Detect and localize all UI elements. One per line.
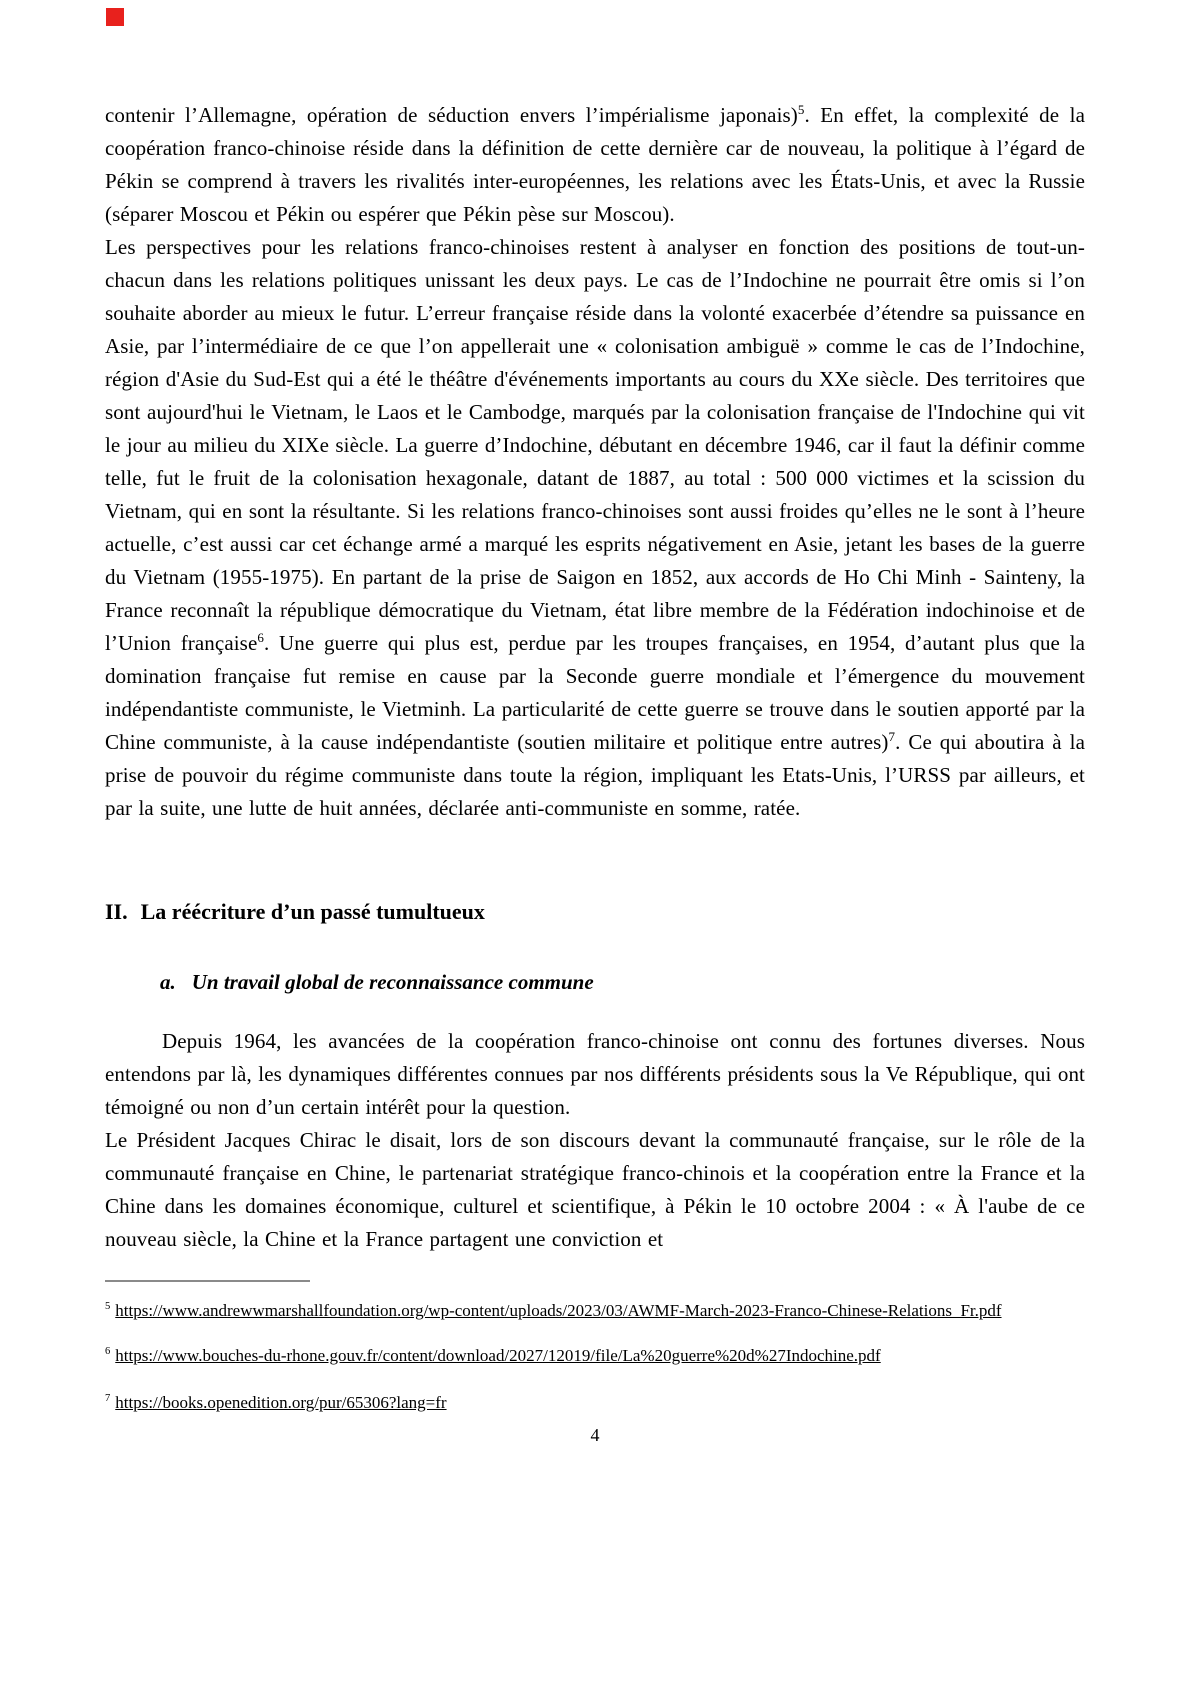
footnote-6 (105, 1339, 1085, 1372)
footnote-separator (105, 1280, 310, 1282)
footnote-link[interactable]: https://books.openedition.org/pur/65306?lang=fr (115, 1393, 447, 1412)
body-paragraph-4: Le Président Jacques Chirac le disait, lors de son discours devant la communauté française, sur le rôle de la communauté française en Chine, le partenariat stratégique franco-chinois et la coopération entre la France et la Chine dans les domaines économique, culturel et scientifique, à Pékin le 10 octobre 2004 : « À l'aube de ce nouveau siècle, la Chine et la France partagent une conviction et (105, 1128, 1085, 1251)
body-paragraph-2 (105, 231, 1085, 825)
section-title: La réécriture d’un passé tumultueux (140, 899, 485, 924)
paragraph-text: contenir l’Allemagne, opération de séduction envers l’impérialisme japonais) (105, 103, 798, 127)
footnote-ref-6: 6 (257, 630, 264, 645)
paragraph-text: . Ce qui aboutira à la prise de pouvoir du régime communiste dans toute la région, impliquant les Etats-Unis, l’URSS par ailleurs, et par la suite, une lutte de huit années, déclarée anti-communiste en somme, ratée. (105, 730, 1085, 820)
section-number: II. (105, 899, 128, 924)
subsection-title: Un travail global de reconnaissance commune (191, 970, 594, 994)
section-heading (105, 895, 1085, 928)
body-paragraph-3: Depuis 1964, les avancées de la coopération franco-chinoise ont connu des fortunes diverses. Nous entendons par là, les dynamiques différentes connues par nos différents présidents sous la Ve République, qui ont témoigné ou non d’un certain intérêt pour la question. (105, 1029, 1085, 1119)
page-number: 4 (590, 1425, 600, 1445)
subsection-letter: a. (160, 970, 176, 994)
footnote-5 (105, 1294, 1085, 1327)
footnote-number: 7 (105, 1393, 111, 1405)
paragraph-text: . En effet, la complexité de la coopération franco-chinoise réside dans la définition de cette dernière car de nouveau, la politique à l’égard de Pékin se comprend à travers les rivalités inter-européennes, les relations avec les États-Unis, et avec la Russie (séparer Moscou et Pékin ou espérer que Pékin pèse sur Moscou). (105, 103, 1085, 226)
subsection-heading (105, 966, 1085, 999)
footnote-7 (105, 1386, 1085, 1419)
footnote-link[interactable]: https://www.andrewwmarshallfoundation.org/wp-content/uploads/2023/03/AWMF-March-2023-Franco-Chinese-Relations_Fr.pdf (115, 1301, 1002, 1320)
footnote-ref-7: 7 (888, 729, 896, 744)
footnote-number: 5 (105, 1301, 111, 1313)
footnote-link[interactable]: https://www.bouches-du-rhone.gouv.fr/content/download/2027/12019/file/La%20guerre%20d%27Indochine.pdf (115, 1346, 881, 1365)
red-square-marker (106, 8, 124, 26)
paragraph-text: . Une guerre qui plus est, perdue par les troupes françaises, en 1954, d’autant plus que la domination française fut remise en cause par la Seconde guerre mondiale et l’émergence du mouvement indépendantiste communiste, le Vietminh. La particularité de cette guerre se trouve dans le soutien apporté par la Chine communiste, à la cause indépendantiste (soutien militaire et politique entre autres) (105, 631, 1085, 754)
paragraph-text: Les perspectives pour les relations franco-chinoises restent à analyser en fonction des positions de tout-un-chacun dans les relations politiques unissant les deux pays. Le cas de l’Indochine ne pourrait être omis si l’on souhaite aborder au mieux le futur. L’erreur française réside dans la volonté exacerbée d’étendre sa puissance en Asie, par l’intermédiaire de ce que l’on appellerait une « colonisation ambiguë » comme le cas de l’Indochine, région d'Asie du Sud-Est qui a été le théâtre d'événements importants au cours du XXe siècle. Des territoires que sont aujourd'hui le Vietnam, le Laos et le Cambodge, marqués par la colonisation française de l'Indochine qui vit le jour au milieu du XIXe siècle. La guerre d’Indochine, débutant en décembre 1946, car il faut la définir comme telle, fut le fruit de la colonisation hexagonale, datant de 1887, au total : 500 000 victimes et la scission du Vietnam, qui en sont la résultante. Si les relations franco-chinoises sont aussi froides qu’elles ne le sont à l’heure actuelle, c’est aussi car cet échange armé a marqué les esprits négativement en Asie, jetant les bases de la guerre du Vietnam (1955-1975). En partant de la prise de Saigon en 1852, aux accords de Ho Chi Minh - Sainteny, la France reconnaît la république démocratique du Vietnam, état libre membre de la Fédération indochinoise et de l’Union française (105, 235, 1085, 655)
footnote-number: 6 (105, 1346, 111, 1358)
footnote-ref-5: 5 (797, 102, 805, 117)
body-paragraph-1 (105, 99, 1085, 231)
